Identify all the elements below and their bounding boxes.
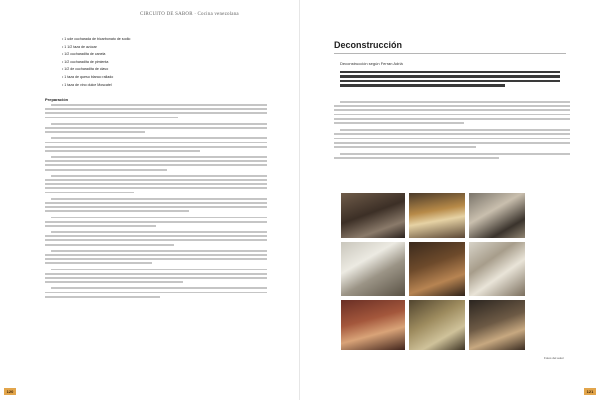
text-line	[45, 206, 267, 208]
text-line	[45, 169, 167, 171]
text-line	[334, 122, 464, 124]
text-line	[45, 160, 267, 162]
ingredient-item: • 1/2 cucharadita de pimienta	[62, 59, 130, 67]
text-line	[51, 156, 267, 158]
page-number-left: 120	[4, 388, 16, 395]
text-line	[45, 277, 267, 279]
text-line	[334, 138, 570, 140]
text-line	[45, 179, 267, 181]
ingredient-item: • 1 ude cucharada de bicarbonato de sodio	[62, 36, 130, 44]
body-text-block	[45, 104, 267, 300]
photo-plate-with-sauce	[468, 241, 526, 297]
text-line	[45, 258, 267, 260]
text-line	[45, 146, 267, 148]
text-line	[334, 109, 570, 111]
text-line	[45, 192, 134, 194]
text-line	[45, 262, 152, 264]
ingredient-item: • 1 taza de queso blanco rallado	[62, 74, 130, 82]
text-line	[45, 221, 267, 223]
photo-bowl-dessert	[468, 299, 526, 351]
text-line	[51, 217, 267, 219]
text-line	[51, 104, 267, 106]
title-divider	[334, 53, 566, 54]
text-line	[334, 105, 570, 107]
quote-line	[340, 75, 560, 77]
text-line	[340, 153, 570, 155]
text-line	[51, 287, 267, 289]
text-line	[45, 225, 156, 227]
text-line	[45, 202, 267, 204]
ingredient-list	[62, 36, 130, 89]
text-line	[334, 146, 476, 148]
text-line	[45, 235, 267, 237]
text-line	[45, 281, 183, 283]
quote-block	[340, 71, 560, 89]
text-line	[45, 131, 145, 133]
right-page	[300, 0, 600, 400]
text-line	[334, 142, 570, 144]
author-line: Deconstrucción según Ferran Adrià	[340, 61, 403, 66]
text-line	[51, 198, 267, 200]
text-line	[334, 157, 499, 159]
text-line	[45, 273, 267, 275]
text-line	[45, 183, 267, 185]
text-line	[45, 142, 267, 144]
running-head: CIRCUITO DE SABOR · Cocina venezolana	[140, 12, 239, 17]
quote-line	[340, 71, 560, 73]
text-line	[45, 210, 189, 212]
text-line	[45, 164, 267, 166]
text-line	[45, 108, 267, 110]
photo-plated-dish	[468, 192, 526, 239]
text-line	[51, 250, 267, 252]
text-line	[45, 150, 200, 152]
text-line	[45, 117, 178, 119]
text-line	[45, 187, 267, 189]
photo-credit: Fotos del autor	[543, 356, 564, 360]
page-title: Deconstrucción	[334, 40, 403, 50]
photo-layered-dessert	[408, 299, 466, 351]
ingredient-item: • 1 1/2 taza de azúcar	[62, 44, 130, 52]
ingredient-item: • 1/2 cucharadita de canela	[62, 51, 130, 59]
text-line	[334, 114, 570, 116]
text-line	[334, 118, 570, 120]
text-line	[340, 129, 570, 131]
section-title: Preparación	[45, 97, 69, 102]
text-line	[51, 175, 267, 177]
text-line	[51, 123, 267, 125]
photo-sliced-cake	[408, 241, 466, 297]
text-line	[45, 292, 267, 294]
photo-serving-table	[340, 241, 406, 297]
text-line	[45, 127, 267, 129]
text-line	[51, 137, 267, 139]
text-line	[45, 254, 267, 256]
photo-chef-presenting	[340, 192, 406, 239]
text-line	[340, 101, 570, 103]
photo-chopped-ingredients	[340, 299, 406, 351]
quote-line	[340, 80, 560, 82]
ingredient-item: • 1 taza de vino dulce Moscatel	[62, 82, 130, 90]
text-line	[45, 244, 174, 246]
text-line	[51, 269, 267, 271]
page-number-right: 121	[584, 388, 596, 395]
text-line	[45, 239, 267, 241]
text-line	[51, 231, 267, 233]
body-text-block	[334, 101, 570, 161]
text-line	[45, 296, 160, 298]
quote-line	[340, 84, 505, 86]
text-line	[334, 133, 570, 135]
text-line	[45, 112, 267, 114]
ingredient-item: • 1/2 de cucharadita de clavo	[62, 66, 130, 74]
photo-dessert-glass	[408, 192, 466, 239]
